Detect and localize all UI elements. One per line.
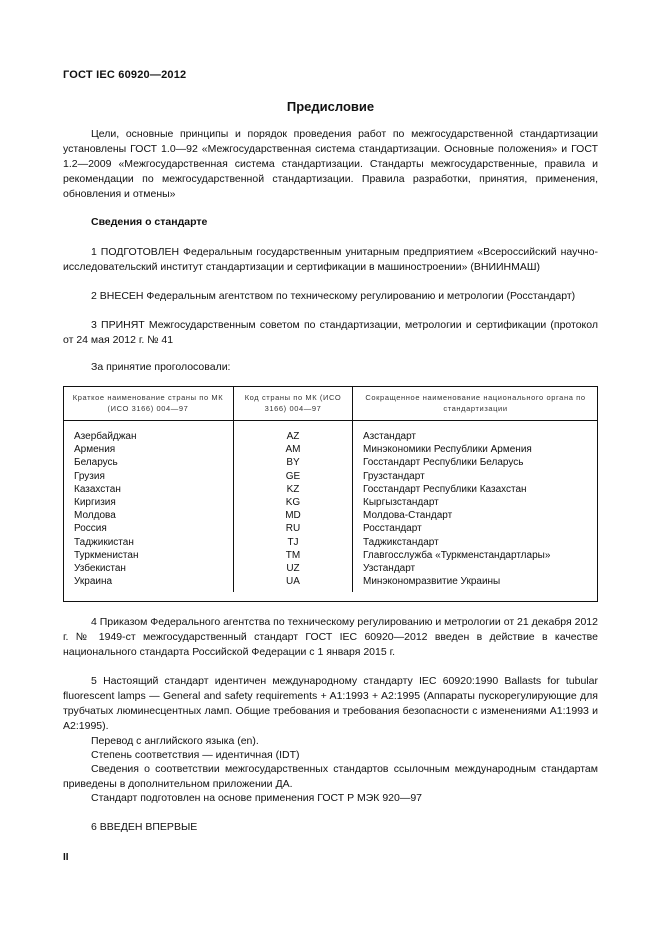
table-row bbox=[63, 549, 598, 562]
cell-country: Узбекистан bbox=[74, 563, 126, 575]
voting-countries-table bbox=[63, 386, 598, 592]
cell-code: AZ bbox=[234, 421, 353, 444]
table-row bbox=[63, 509, 598, 522]
item-5-translation: Перевод с английского языка (en). bbox=[91, 735, 259, 747]
info-heading: Сведения о стандарте bbox=[91, 216, 208, 228]
intro-paragraph: Цели, основные принципы и порядок проведения работ по межгосударственной стандартизации установлены ГОСТ 1.0—92 «Межгосударственная система стандартизации. Основные положения» и ГОСТ 1.2—2009 «Межгосударственная система стандартизации. Стандарты межгосударственные, правила и рекомендации по межгосударственной стандартизации. Правила разработки, принятия, применения, обновления и отмены» bbox=[63, 128, 598, 200]
page-title: Предисловие bbox=[286, 99, 375, 114]
table-row bbox=[63, 522, 598, 535]
table-row bbox=[63, 470, 598, 483]
cell-code: MD bbox=[234, 509, 353, 522]
cell-body: Азстандарт bbox=[353, 421, 599, 444]
column-header-body: Сокращенное наименование национального органа по стандартизации bbox=[353, 386, 599, 421]
item-4: 4 Приказом Федерального агентства по техническому регулированию и метрологии от 21 декабря 2012 г. № 1949-ст межгосударственный стандарт ГОСТ IEC 60920—2012 введен в действие в качестве национального стандарта Российской Федерации с 1 января 2015 г. bbox=[63, 616, 598, 658]
table-row bbox=[63, 496, 598, 509]
cell-code: KZ bbox=[234, 483, 353, 496]
cell-country: Азербайджан bbox=[74, 431, 137, 442]
cell-code: KG bbox=[234, 496, 353, 509]
cell-body: Узстандарт bbox=[353, 562, 599, 575]
item-5-basis: Стандарт подготовлен на основе применения ГОСТ Р МЭК 920—97 bbox=[91, 792, 423, 804]
item-3: 3 ПРИНЯТ Межгосударственным советом по стандартизации, метрологии и сертификации (протокол от 24 мая 2012 г. № 41 bbox=[63, 319, 598, 346]
vote-intro: За принятие проголосовали: bbox=[91, 361, 231, 373]
table-row bbox=[63, 456, 598, 469]
item-5-refs: Сведения о соответствии межгосударственных стандартов ссылочным международным стандартам приведены в дополнительном приложении ДА. bbox=[63, 763, 598, 790]
cell-code: RU bbox=[234, 522, 353, 535]
table-body bbox=[63, 421, 598, 593]
item-1: 1 ПОДГОТОВЛЕН Федеральным государственным унитарным предприятием «Всероссийский научно-исследовательский институт стандартизации и сертификации в машиностроении» (ВНИИНМАШ) bbox=[63, 246, 598, 273]
cell-code: AM bbox=[234, 443, 353, 456]
table-row bbox=[63, 562, 598, 575]
item-5: 5 Настоящий стандарт идентичен международному стандарту IEC 60920:1990 Ballasts for tubular fluorescent lamps — General and safety requirements + A1:1993 + A2:1995 (Аппараты пускорегулирующие для трубчатых люминесцентных ламп. Общие требования и требования безопасности с изменениями A1:1993 и A2:1995). bbox=[63, 675, 598, 732]
table-row bbox=[63, 536, 598, 549]
column-header-code: Код страны по МК (ИСО 3166) 004—97 bbox=[234, 386, 353, 421]
cell-country: Украина bbox=[74, 576, 113, 588]
item-5-degree: Степень соответствия — идентичная (IDT) bbox=[91, 749, 300, 761]
cell-body: Молдова-Стандарт bbox=[353, 509, 599, 522]
cell-country: Грузия bbox=[74, 470, 105, 482]
cell-country: Туркменистан bbox=[74, 549, 139, 561]
cell-code: UA bbox=[234, 575, 353, 592]
cell-country: Россия bbox=[74, 523, 107, 535]
cell-body: Росстандарт bbox=[353, 522, 599, 535]
cell-body: Грузстандарт bbox=[353, 470, 599, 483]
table-row bbox=[63, 443, 598, 456]
table-row bbox=[63, 421, 598, 444]
cell-code: TM bbox=[234, 549, 353, 562]
table-header-row bbox=[63, 386, 598, 421]
column-header-country: Краткое наименование страны по МК (ИСО 3166) 004—97 bbox=[63, 386, 234, 421]
cell-code: GE bbox=[234, 470, 353, 483]
cell-country: Беларусь bbox=[74, 457, 118, 469]
item-6: 6 ВВЕДЕН ВПЕРВЫЕ bbox=[91, 821, 198, 833]
standard-code-header: ГОСТ IEC 60920—2012 bbox=[63, 69, 187, 81]
cell-country: Молдова bbox=[74, 510, 116, 522]
cell-country: Казахстан bbox=[74, 483, 121, 495]
cell-body: Госстандарт Республики Беларусь bbox=[353, 456, 599, 469]
cell-body: Таджикстандарт bbox=[353, 536, 599, 549]
item-2: 2 ВНЕСЕН Федеральным агентством по техническому регулированию и метрологии (Росстандарт) bbox=[91, 290, 576, 302]
cell-code: BY bbox=[234, 456, 353, 469]
cell-country: Армения bbox=[74, 444, 116, 456]
cell-code: UZ bbox=[234, 562, 353, 575]
cell-code: TJ bbox=[234, 536, 353, 549]
cell-body: Кыргызстандарт bbox=[353, 496, 599, 509]
table-row bbox=[63, 483, 598, 496]
cell-country: Таджикистан bbox=[74, 536, 134, 548]
cell-body: Госстандарт Республики Казахстан bbox=[353, 483, 599, 496]
cell-body: Главгосслужба «Туркменстандартлары» bbox=[353, 549, 599, 562]
page-number: II bbox=[63, 852, 69, 863]
cell-body: Минэкономики Республики Армения bbox=[353, 443, 599, 456]
table-row bbox=[63, 575, 598, 592]
cell-body: Минэкономразвитие Украины bbox=[353, 575, 599, 592]
cell-country: Киргизия bbox=[74, 497, 116, 509]
